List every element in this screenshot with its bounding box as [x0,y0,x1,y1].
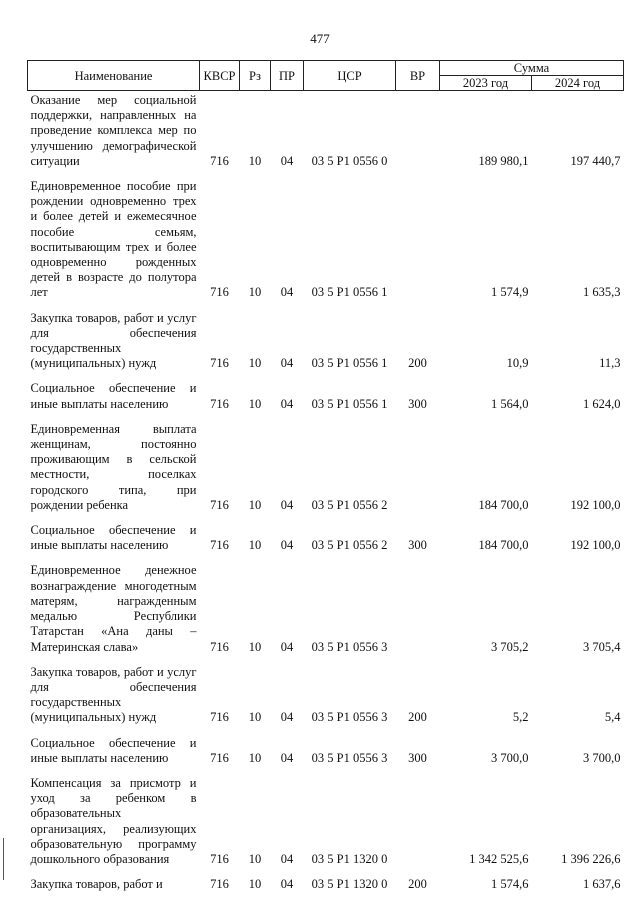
row-vr: 200 [408,877,427,892]
row-sum-2023: 1 574,9 [491,285,529,300]
table-row [28,420,624,521]
row-name: Закупка товаров, работ и [30,877,163,892]
budget-table [27,60,624,894]
row-rz: 10 [248,877,262,892]
table-row [28,734,624,774]
row-pr: 04 [280,750,294,765]
row-rz: 10 [248,538,262,553]
row-csr: 03 5 Р1 0556 2 [311,497,388,512]
row-kvsr: 716 [210,356,229,371]
row-sum-2024: 197 440,7 [570,153,621,168]
row-name: Закупка товаров, работ и услуг для обеспечения государственных (муниципальных) нужд [30,664,197,725]
table-header [28,61,624,91]
row-pr: 04 [280,396,294,411]
table-row [28,91,624,178]
row-csr: 03 5 Р1 0556 1 [311,285,388,300]
header-vr: ВР [396,61,440,91]
row-kvsr: 716 [210,710,229,725]
row-vr: 200 [408,356,427,371]
row-vr: 300 [408,750,427,765]
table-row [28,663,624,734]
header-kvsr: КВСР [200,61,240,91]
row-sum-2024: 192 100,0 [570,538,621,553]
row-sum-2024: 1 635,3 [583,285,621,300]
row-name: Компенсация за присмотр и уход за ребенком в образовательных организациях, реализующих образовательную программу дошкольного образования [30,775,197,866]
row-pr: 04 [280,710,294,725]
row-pr: 04 [280,877,294,892]
row-sum-2023: 1 574,6 [491,877,529,892]
table-body [28,91,624,895]
row-sum-2024: 1 637,6 [583,877,621,892]
row-vr [396,774,440,875]
row-kvsr: 716 [210,877,229,892]
row-sum-2024: 5,4 [604,710,621,725]
page-number: 477 [310,31,330,46]
table-row [28,177,624,309]
row-rz: 10 [248,396,262,411]
row-sum-2024: 1 396 226,6 [561,851,621,866]
row-name: Единовременная выплата женщинам, постоянно проживающим в сельской местности, поселках городского типа, при рождении ребенка [30,421,197,512]
row-sum-2023: 189 980,1 [478,153,529,168]
row-rz: 10 [248,710,262,725]
row-kvsr: 716 [210,750,229,765]
row-vr: 300 [408,538,427,553]
scan-edge-line [3,838,4,880]
row-sum-2024: 3 700,0 [583,750,621,765]
header-name: Наименование [28,61,200,91]
row-name: Социальное обеспечение и иные выплаты населению [30,735,197,765]
row-kvsr: 716 [210,538,229,553]
row-sum-2023: 1 342 525,6 [469,851,529,866]
row-csr: 03 5 Р1 0556 1 [311,396,388,411]
row-sum-2023: 3 700,0 [491,750,529,765]
row-kvsr: 716 [210,153,229,168]
row-kvsr: 716 [210,639,229,654]
row-csr: 03 5 Р1 0556 3 [311,710,388,725]
table-row [28,521,624,561]
row-name: Оказание мер социальной поддержки, направленных на проведение комплекса мер по улучшению демографической ситуации [30,93,197,168]
row-csr: 03 5 Р1 1320 0 [311,851,388,866]
row-pr: 04 [280,639,294,654]
row-sum-2023: 184 700,0 [478,497,529,512]
row-pr: 04 [280,153,294,168]
row-sum-2023: 3 705,2 [491,639,529,654]
header-rz: Рз [240,61,271,91]
row-csr: 03 5 Р1 0556 0 [311,153,388,168]
header-pr: ПР [271,61,304,91]
row-csr: 03 5 Р1 0556 2 [311,538,388,553]
row-kvsr: 716 [210,851,229,866]
row-vr [396,420,440,521]
row-name: Единовременное пособие при рождении одновременно трех и более детей и ежемесячное пособие семьям, воспитывающим трех и более одновременно рожденных детей в возрасте до полутора лет [30,179,197,300]
row-pr: 04 [280,356,294,371]
row-rz: 10 [248,153,262,168]
row-sum-2023: 10,9 [506,356,529,371]
header-year-2024: 2024 год [532,76,624,91]
row-name: Закупка товаров, работ и услуг для обеспечения государственных (муниципальных) нужд [30,310,197,371]
row-vr [396,561,440,662]
row-sum-2023: 5,2 [512,710,529,725]
row-name: Социальное обеспечение и иные выплаты населению [30,381,197,411]
row-kvsr: 716 [210,285,229,300]
row-sum-2024: 11,3 [599,356,621,371]
row-vr [396,91,440,178]
header-year-2023: 2023 год [440,76,532,91]
row-sum-2024: 192 100,0 [570,497,621,512]
row-pr: 04 [280,851,294,866]
row-sum-2023: 184 700,0 [478,538,529,553]
row-vr: 200 [408,710,427,725]
row-csr: 03 5 Р1 0556 3 [311,639,388,654]
row-csr: 03 5 Р1 0556 1 [311,356,388,371]
row-name: Социальное обеспечение и иные выплаты населению [30,523,197,553]
header-sum: Сумма [440,61,624,76]
header-csr: ЦСР [304,61,396,91]
row-pr: 04 [280,497,294,512]
row-rz: 10 [248,851,262,866]
table-row [28,309,624,380]
row-rz: 10 [248,356,262,371]
row-sum-2024: 1 624,0 [583,396,621,411]
table-row [28,561,624,662]
row-pr: 04 [280,285,294,300]
table-row [28,875,624,894]
row-csr: 03 5 Р1 1320 0 [311,877,388,892]
row-vr [396,177,440,309]
row-rz: 10 [248,497,262,512]
row-kvsr: 716 [210,497,229,512]
row-sum-2024: 3 705,4 [583,639,621,654]
row-name: Единовременное денежное вознаграждение многодетным матерям, награжденным медалью Республики Татарстан «Ана даны – Материнская слава» [30,563,197,654]
row-pr: 04 [280,538,294,553]
row-kvsr: 716 [210,396,229,411]
table-row [28,774,624,875]
row-vr: 300 [408,396,427,411]
row-csr: 03 5 Р1 0556 3 [311,750,388,765]
row-sum-2023: 1 564,0 [491,396,529,411]
row-rz: 10 [248,285,262,300]
row-rz: 10 [248,639,262,654]
table-row [28,379,624,419]
row-rz: 10 [248,750,262,765]
